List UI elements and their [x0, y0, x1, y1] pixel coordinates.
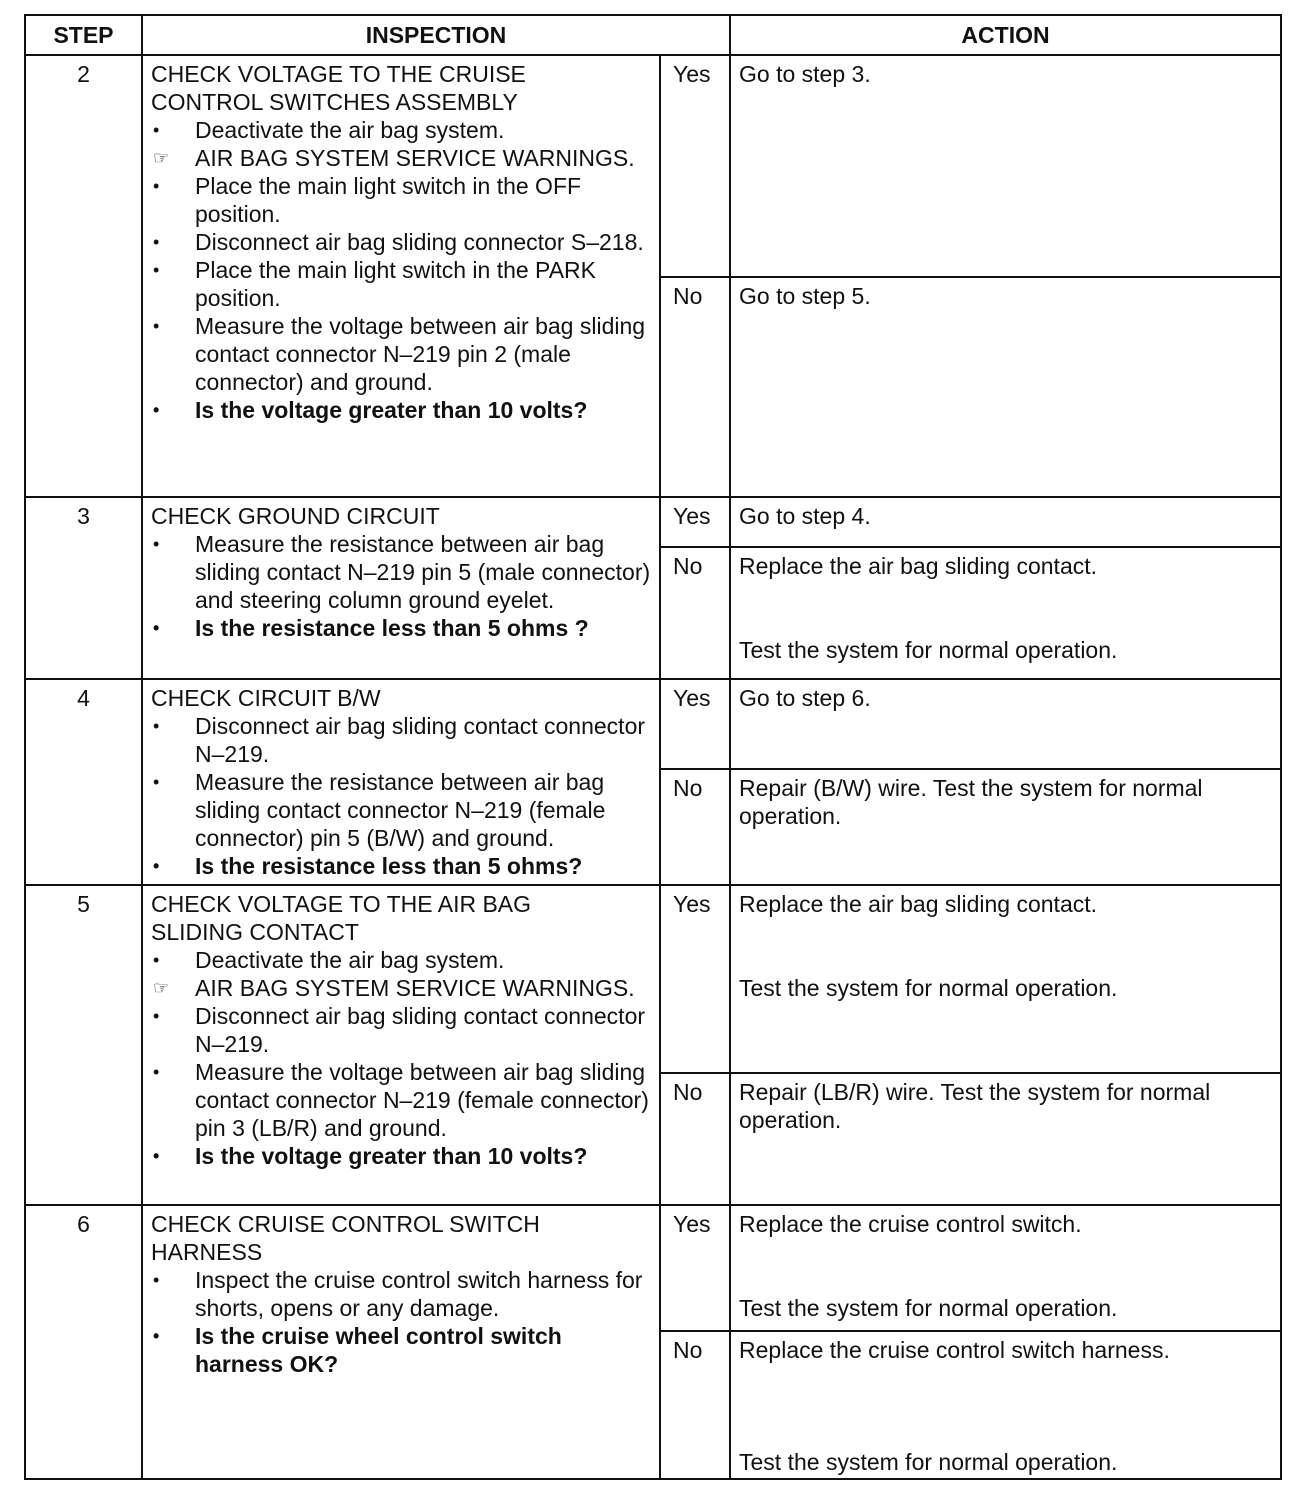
- inspection-item: • Inspect the cruise control switch harness for shorts, opens or any damage.: [153, 1267, 643, 1321]
- inspection-cell: [142, 497, 660, 679]
- yes-action: Replace the air bag sliding contact. Test the system for normal operation.: [730, 885, 1281, 1073]
- inspection-title: CHECK CRUISE CONTROL SWITCH: [151, 1211, 540, 1237]
- yes-label: Yes: [660, 885, 730, 1073]
- step-number: 3: [25, 497, 142, 679]
- inspection-item: • Measure the resistance between air bag sliding contact N–219 pin 5 (male connector) and steering column ground eyelet.: [153, 531, 651, 613]
- yes-action: Replace the cruise control switch. Test the system for normal operation.: [730, 1205, 1281, 1331]
- inspection-item: • Measure the voltage between air bag sliding contact connector N–219 pin 2 (male connector) and ground.: [153, 313, 646, 395]
- step-row: [25, 497, 1281, 547]
- inspection-question: • Is the voltage greater than 10 volts?: [153, 397, 588, 423]
- inspection-question: • Is the resistance less than 5 ohms?: [153, 853, 583, 879]
- bullet-icon: •: [153, 1326, 160, 1346]
- inspection-item: • Place the main light switch in the OFF position.: [153, 173, 582, 227]
- header-inspection: INSPECTION: [142, 15, 730, 55]
- inspection-item: ☞ AIR BAG SYSTEM SERVICE WARNINGS.: [153, 975, 635, 1001]
- bullet-icon: •: [153, 1006, 160, 1026]
- step-row: [25, 885, 1281, 1073]
- yes-label: Yes: [660, 679, 730, 769]
- bullet-icon: •: [153, 260, 160, 280]
- inspection-cell: [142, 1205, 660, 1479]
- inspection-title: CHECK CIRCUIT B/W: [151, 685, 381, 711]
- inspection-title: SLIDING CONTACT: [151, 919, 359, 945]
- yes-label: Yes: [660, 1205, 730, 1331]
- no-label: No: [660, 769, 730, 885]
- yes-action: Go to step 6.: [730, 679, 1281, 769]
- no-action: Repair (B/W) wire. Test the system for normal operation.: [730, 769, 1281, 885]
- no-action: Go to step 5.: [730, 277, 1281, 497]
- inspection-steps: [151, 530, 651, 642]
- inspection-title: CHECK VOLTAGE TO THE AIR BAG: [151, 891, 532, 917]
- inspection-question: • Is the cruise wheel control switch harness OK?: [153, 1323, 562, 1377]
- step-row: [25, 1205, 1281, 1331]
- no-action: Repair (LB/R) wire. Test the system for normal operation.: [730, 1073, 1281, 1205]
- no-action: Replace the cruise control switch harness. Test the system for normal operation.: [730, 1331, 1281, 1479]
- bullet-icon: •: [153, 618, 160, 638]
- inspection-item: ☞ AIR BAG SYSTEM SERVICE WARNINGS.: [153, 145, 635, 171]
- step-number: 5: [25, 885, 142, 1205]
- inspection-title: CHECK VOLTAGE TO THE CRUISE: [151, 61, 526, 87]
- header-action: ACTION: [730, 15, 1281, 55]
- bullet-icon: •: [153, 1062, 160, 1082]
- yes-label: Yes: [660, 497, 730, 547]
- no-action: Replace the air bag sliding contact. Test the system for normal operation.: [730, 547, 1281, 679]
- bullet-icon: •: [153, 716, 160, 736]
- inspection-cell: [142, 885, 660, 1205]
- inspection-item: • Disconnect air bag sliding contact connector N–219.: [153, 713, 646, 767]
- bullet-icon: •: [153, 1270, 160, 1290]
- bullet-icon: •: [153, 316, 160, 336]
- yes-action: Go to step 4.: [730, 497, 1281, 547]
- no-label: No: [660, 277, 730, 497]
- step-number: 4: [25, 679, 142, 885]
- inspection-steps: [151, 116, 651, 424]
- inspection-steps: [151, 946, 651, 1170]
- step-row: [25, 679, 1281, 769]
- pointing-hand-icon: ☞: [153, 148, 170, 168]
- inspection-steps: [151, 1266, 651, 1378]
- bullet-icon: •: [153, 232, 160, 252]
- bullet-icon: •: [153, 534, 160, 554]
- inspection-item: • Place the main light switch in the PARK position.: [153, 257, 596, 311]
- inspection-title: CHECK GROUND CIRCUIT: [151, 503, 440, 529]
- inspection-item: • Measure the voltage between air bag sliding contact connector N–219 (female connector) pin 3 (LB/R) and ground.: [153, 1059, 649, 1141]
- header-step: STEP: [25, 15, 142, 55]
- bullet-icon: •: [153, 400, 160, 420]
- inspection-item: • Measure the resistance between air bag sliding contact connector N–219 (female connector) pin 5 (B/W) and ground.: [153, 769, 606, 851]
- inspection-question: • Is the voltage greater than 10 volts?: [153, 1143, 588, 1169]
- pointing-hand-icon: ☞: [153, 978, 170, 998]
- inspection-item: • Deactivate the air bag system.: [153, 947, 505, 973]
- step-number: 2: [25, 55, 142, 497]
- no-label: No: [660, 547, 730, 679]
- bullet-icon: •: [153, 120, 160, 140]
- bullet-icon: •: [153, 856, 160, 876]
- bullet-icon: •: [153, 950, 160, 970]
- header-row: [25, 15, 1281, 55]
- step-row: [25, 55, 1281, 277]
- diagnostic-table: [24, 14, 1282, 1480]
- no-label: No: [660, 1331, 730, 1479]
- no-label: No: [660, 1073, 730, 1205]
- yes-label: Yes: [660, 55, 730, 277]
- bullet-icon: •: [153, 176, 160, 196]
- inspection-cell: [142, 55, 660, 497]
- inspection-item: • Deactivate the air bag system.: [153, 117, 505, 143]
- inspection-title: HARNESS: [151, 1239, 263, 1265]
- inspection-title: CONTROL SWITCHES ASSEMBLY: [151, 89, 518, 115]
- yes-action: Go to step 3.: [730, 55, 1281, 277]
- inspection-steps: [151, 712, 651, 880]
- inspection-cell: [142, 679, 660, 885]
- bullet-icon: •: [153, 1146, 160, 1166]
- step-number: 6: [25, 1205, 142, 1479]
- inspection-item: • Disconnect air bag sliding contact connector N–219.: [153, 1003, 646, 1057]
- bullet-icon: •: [153, 772, 160, 792]
- inspection-question: • Is the resistance less than 5 ohms ?: [153, 615, 589, 641]
- inspection-item: • Disconnect air bag sliding connector S–218.: [153, 229, 644, 255]
